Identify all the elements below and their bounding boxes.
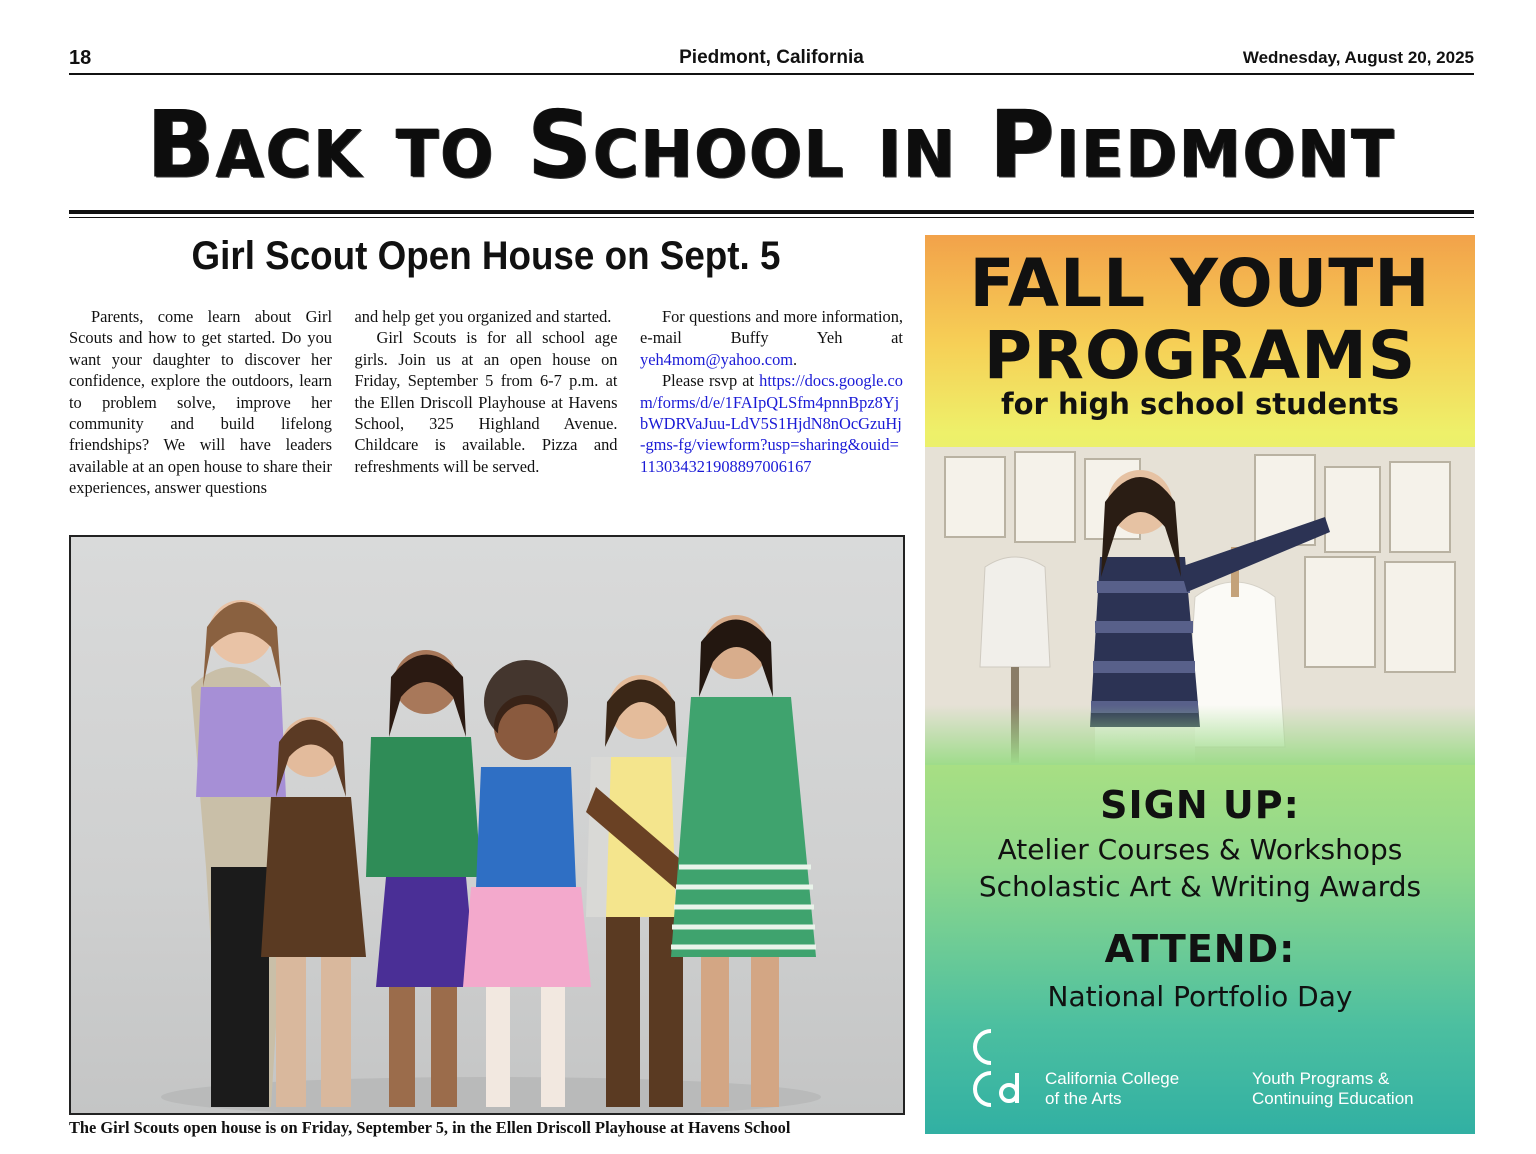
publication-date: Wednesday, August 20, 2025 [1242, 48, 1474, 67]
article-body [69, 306, 903, 521]
girl-scout-figure [671, 615, 816, 1107]
ad-signup-item: Scholastic Art & Writing Awards [978, 870, 1422, 903]
photo-caption: The Girl Scouts open house is on Friday, September 5, in the Ellen Driscoll Playhouse at Havens School [69, 1118, 791, 1137]
ad-signup-item: Atelier Courses & Workshops [997, 833, 1403, 866]
page-number: 18 [69, 46, 92, 69]
girl-scouts-photo [69, 535, 905, 1115]
article-paragraph: Parents, come learn about Girl Scouts and how to get started. Do you want your daughter to discover her confidence, explore the outdoors, learn to problem solve, improve her community and build lifelong friendships? We will have leaders available at an open house to share their experiences, answer questions [69, 307, 332, 498]
rsvp-text: Please rsvp at [662, 371, 760, 391]
ad-attend-heading: ATTEND: [1104, 927, 1296, 971]
girl-scout-figure [366, 650, 481, 1107]
contact-text-end: . [793, 349, 798, 369]
college-name-line: of the Arts [1045, 1089, 1122, 1108]
section-banner [69, 80, 1474, 208]
article-headline: Girl Scout Open House on Sept. 5 [191, 234, 781, 278]
cca-logo-icon [961, 1023, 1021, 1113]
contact-text: For questions and more information, e-mail Buffy Yeh at [640, 307, 903, 348]
header-rule [69, 73, 1474, 75]
department-name-line: Continuing Education [1252, 1089, 1414, 1108]
banner-rule-thick [69, 210, 1474, 214]
ad-signup-heading: SIGN UP: [1100, 783, 1300, 827]
email-link[interactable]: yeh4mom@yahoo.com [640, 349, 794, 369]
college-name-line: California College [1045, 1069, 1180, 1088]
ad-subheadline: for high school students [1001, 387, 1399, 421]
article-paragraph: and help get you organized and started. [354, 307, 612, 326]
ad-photo-fade [925, 705, 1475, 765]
article-paragraph [640, 306, 903, 370]
page-header [69, 44, 1474, 72]
ad-headline-line2: PROGRAMS [983, 317, 1417, 394]
ad-department-name [1252, 1069, 1414, 1109]
department-name-line: Youth Programs & [1252, 1069, 1390, 1088]
ad-attend-item: National Portfolio Day [1047, 980, 1353, 1013]
article-paragraph [640, 370, 903, 477]
article-column-1 [69, 306, 332, 521]
girl-scouts-illustration [71, 537, 903, 1113]
dateline-location: Piedmont, California [679, 47, 864, 68]
girl-scout-figure [463, 660, 591, 1107]
ad-college-name [1045, 1069, 1179, 1109]
cca-advertisement[interactable] [925, 235, 1475, 1134]
article-column-2 [355, 306, 618, 521]
banner-rule-thin [69, 217, 1474, 218]
section-banner-title: Back to School in Piedmont [147, 89, 1396, 199]
rsvp-form-link[interactable]: https://docs.google.com/forms/d/e/1FAIpQLSfm4pnnBpz8YjbWDRVaJuu-LdV5S1HjdN8nOcGzuHj-gms-fg/viewform?usp=sharing&ouid=113034321908897006167 [640, 371, 903, 476]
article-paragraph: Girl Scouts is for all school age girls. Join us at an open house on Friday, September 5 from 6-7 p.m. at the Ellen Driscoll Playhouse at Havens School, 325 Highland Avenue. Childcare is available. Pizza and refreshments will be served. [354, 328, 618, 476]
ad-headline-line1: FALL YOUTH [969, 245, 1431, 322]
article-column-3 [640, 306, 903, 521]
